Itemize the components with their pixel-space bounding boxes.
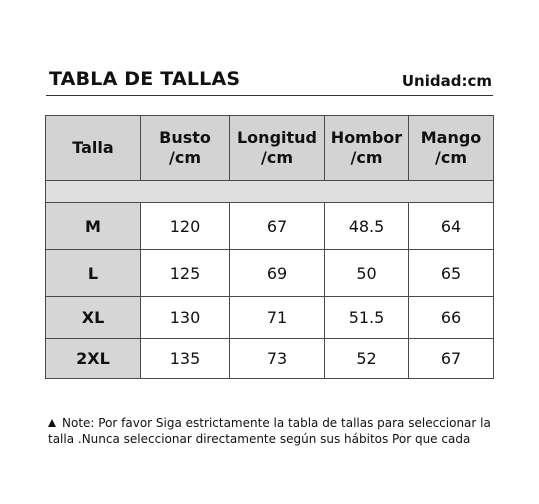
table-row [46, 339, 494, 379]
mango-cell: 67 [409, 339, 494, 379]
busto-cell: 130 [141, 297, 230, 339]
column-header-unit: /cm [350, 148, 383, 167]
hombro-cell: 52 [325, 339, 409, 379]
column-header-busto [141, 116, 230, 181]
hombro-cell: 51.5 [325, 297, 409, 339]
table-spacer-row [46, 181, 494, 203]
column-header-label: Longitud [236, 128, 317, 147]
note-text-1: Note: Por favor Siga estrictamente la tabla de tallas para seleccionar la [62, 416, 491, 430]
column-header-longitud [230, 116, 325, 181]
column-header-mango [409, 116, 494, 181]
table-row [46, 297, 494, 339]
size-cell: L [46, 250, 141, 297]
spacer-cell [46, 181, 494, 203]
size-cell: 2XL [46, 339, 141, 379]
hombro-cell: 48.5 [325, 203, 409, 250]
longitud-cell: 69 [230, 250, 325, 297]
column-header-talla [46, 116, 141, 181]
header-bar [46, 62, 493, 96]
column-header-unit: /cm [435, 148, 467, 167]
column-header-label: Mango [420, 128, 482, 147]
size-note [48, 415, 498, 447]
column-header-label: Talla [72, 138, 114, 157]
table-row [46, 203, 494, 250]
mango-cell: 65 [409, 250, 494, 297]
size-cell: M [46, 203, 141, 250]
column-header-label: Hombor [330, 128, 403, 147]
column-header-hombro [325, 116, 409, 181]
longitud-cell: 71 [230, 297, 325, 339]
hombro-cell: 50 [325, 250, 409, 297]
size-cell: XL [46, 297, 141, 339]
table-header-row [46, 116, 494, 181]
busto-cell: 125 [141, 250, 230, 297]
longitud-cell: 67 [230, 203, 325, 250]
triangle-up-icon [48, 419, 56, 427]
column-header-unit: /cm [261, 148, 293, 167]
table-row [46, 250, 494, 297]
unit-label: Unidad:cm [401, 72, 492, 90]
note-text-2: talla .Nunca seleccionar directamente según sus hábitos Por que cada [48, 432, 471, 446]
longitud-cell: 73 [230, 339, 325, 379]
mango-cell: 64 [409, 203, 494, 250]
note-line-1 [48, 415, 498, 431]
busto-cell: 135 [141, 339, 230, 379]
column-header-unit: /cm [169, 148, 201, 167]
busto-cell: 120 [141, 203, 230, 250]
page-title: TABLA DE TALLAS [49, 68, 241, 90]
mango-cell: 66 [409, 297, 494, 339]
size-chart-table [45, 115, 494, 379]
column-header-label: Busto [159, 128, 211, 147]
